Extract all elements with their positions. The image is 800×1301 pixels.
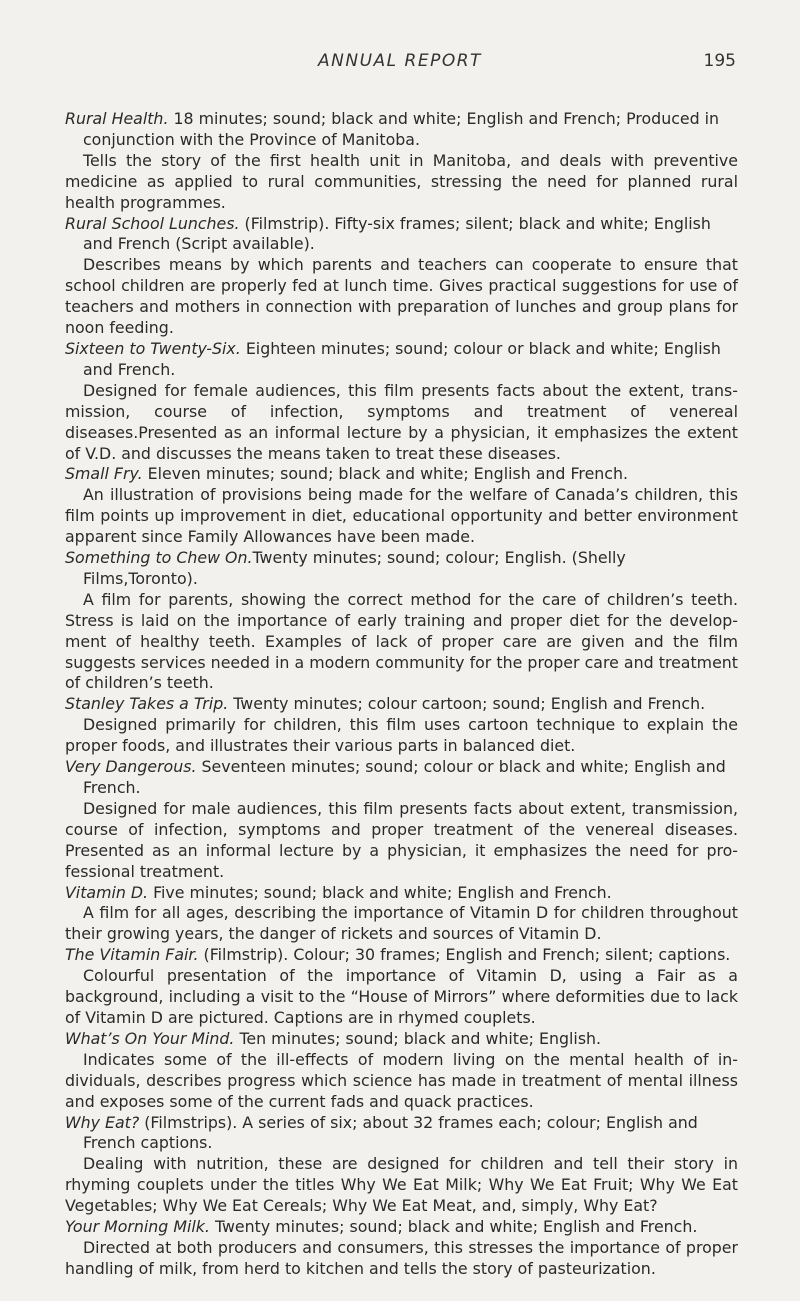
- film-title: What’s On Your Mind.: [65, 1028, 235, 1048]
- entry-heading: [65, 1217, 738, 1238]
- film-title: Rural School Lunches.: [65, 213, 240, 233]
- film-description: Dealing with nutrition, these are designed for children and tell their story in rhyming couplets under the titles Why We Eat Milk; Why We Eat Fruit; Why We Eat Vegetables; Why We Eat Cereals; Why We Eat Meat, and, simply, Why Eat?: [65, 1154, 738, 1216]
- film-title: Stanley Takes a Trip.: [65, 694, 229, 714]
- film-details: Seventeen minutes; sound; colour or black and white; English and French.: [83, 757, 726, 797]
- film-title: Very Dangerous.: [65, 757, 197, 777]
- film-list: [65, 109, 738, 1280]
- film-description: Colourful presentation of the importance of Vitamin D, using a Fair as a background, including a visit to the “House of Mirrors” where deformities due to lack of Vitamin D are pictured. Captions are in rhymed couplets.: [65, 966, 738, 1027]
- film-entry: [65, 214, 738, 339]
- film-details: Twenty minutes; sound; colour; English. (Shelly Films,Toronto).: [83, 548, 626, 588]
- film-title: Small Fry.: [65, 464, 143, 484]
- film-description: Designed primarily for children, this film uses cartoon technique to explain the proper foods, and illustrates their various parts in balanced diet.: [65, 715, 738, 756]
- film-description: Indicates some of the ill-effects of modern living on the mental health of individuals, describes progress which science has made in treatment of mental illness and exposes some of the current fads and quack practices.: [65, 1049, 738, 1111]
- running-head: ANNUAL REPORT: [318, 51, 482, 71]
- film-entry: [65, 945, 738, 1029]
- film-entry: [65, 1113, 738, 1218]
- entry-heading: [65, 1113, 738, 1155]
- film-details: (Filmstrip). Colour; 30 frames; English and French; silent; captions.: [198, 945, 731, 965]
- film-details: Twenty minutes; sound; black and white; English and French.: [209, 1217, 698, 1237]
- film-title: The Vitamin Fair.: [65, 945, 199, 965]
- film-description: Designed for female audiences, this film presents facts about the extent, transmission, course of infection, symptoms and treatment of venereal diseases.Presented as an informal lecture by a physician, it emphasizes the extent of V.D. and discusses the means taken to treat these diseases.: [65, 380, 738, 463]
- film-description: Tells the story of the first health unit in Manitoba, and deals with preventive medicine as applied to rural communities, stressing the need for planned rural health programmes.: [65, 150, 738, 212]
- film-details: Twenty minutes; colour cartoon; sound; English and French.: [228, 694, 706, 714]
- film-details: Eighteen minutes; sound; colour or black and white; English and French.: [83, 338, 721, 379]
- entry-heading: [65, 1029, 738, 1050]
- film-entry: [65, 109, 738, 214]
- entry-heading: [65, 214, 738, 256]
- entry-heading: [65, 945, 738, 966]
- film-entry: [65, 1217, 738, 1280]
- film-details: Eleven minutes; sound; black and white; English and French.: [142, 464, 629, 484]
- film-entry: [65, 464, 738, 548]
- film-entry: [65, 883, 738, 946]
- film-title: Vitamin D.: [65, 882, 149, 902]
- film-entry: [65, 757, 738, 882]
- film-description: An illustration of provisions being made for the welfare of Canada’s children, this film points up improvement in diet, educational opportunity and better environment apparent since Family Allowances have been made.: [65, 485, 738, 547]
- film-title: Why Eat?: [65, 1112, 140, 1132]
- entry-heading: [65, 883, 738, 904]
- film-details: (Filmstrip). Fifty-six frames; silent; black and white; English and French (Script available).: [83, 213, 711, 254]
- film-entry: [65, 694, 738, 757]
- entry-heading: [65, 694, 738, 715]
- film-description: Directed at both producers and consumers, this stresses the importance of proper handling of milk, from herd to kitchen and tells the story of pasteurization.: [65, 1237, 738, 1278]
- film-description: Describes means by which parents and teachers can cooperate to ensure that school children are properly fed at lunch time. Gives practical suggestions for use of teachers and mothers in connection with preparation of lunches and group plans for noon feeding.: [65, 255, 738, 338]
- film-details: Ten minutes; sound; black and white; English.: [234, 1028, 602, 1048]
- page-number: 195: [703, 51, 736, 71]
- entry-heading: [65, 757, 738, 799]
- entry-heading: [65, 464, 738, 485]
- film-description: A film for all ages, describing the importance of Vitamin D for children throughout their growing years, the danger of rickets and sources of Vitamin D.: [65, 903, 738, 944]
- film-title: Rural Health.: [65, 109, 169, 128]
- film-details: (Filmstrips). A series of six; about 32 frames each; colour; English and French captions.: [83, 1112, 698, 1153]
- film-entry: [65, 1029, 738, 1113]
- film-title: Something to Chew On.: [65, 548, 253, 568]
- film-details: Five minutes; sound; black and white; English and French.: [148, 882, 612, 902]
- page-header: [0, 51, 800, 81]
- entry-heading: [65, 339, 738, 381]
- film-entry: [65, 548, 738, 694]
- film-description: Designed for male audiences, this film presents facts about extent, transmission, course of infection, symptoms and proper treatment of the venereal diseases. Presented as an informal lecture by a physician, it emphasizes the need for professional treatment.: [65, 798, 738, 881]
- film-title: Your Morning Milk.: [65, 1217, 210, 1237]
- film-details: 18 minutes; sound; black and white; English and French; Produced in conjunction with the Province of Manitoba.: [83, 109, 720, 149]
- film-title: Sixteen to Twenty-Six.: [65, 338, 241, 358]
- entry-heading: [65, 548, 738, 590]
- entry-heading: [65, 109, 738, 151]
- film-description: A film for parents, showing the correct method for the care of children’s teeth. Stress is laid on the importance of early training and proper diet for the development of healthy teeth. Examples of lack of proper care are given and the film suggests services needed in a modern community for the proper care and treatment of children’s teeth.: [65, 589, 738, 693]
- film-entry: [65, 339, 738, 464]
